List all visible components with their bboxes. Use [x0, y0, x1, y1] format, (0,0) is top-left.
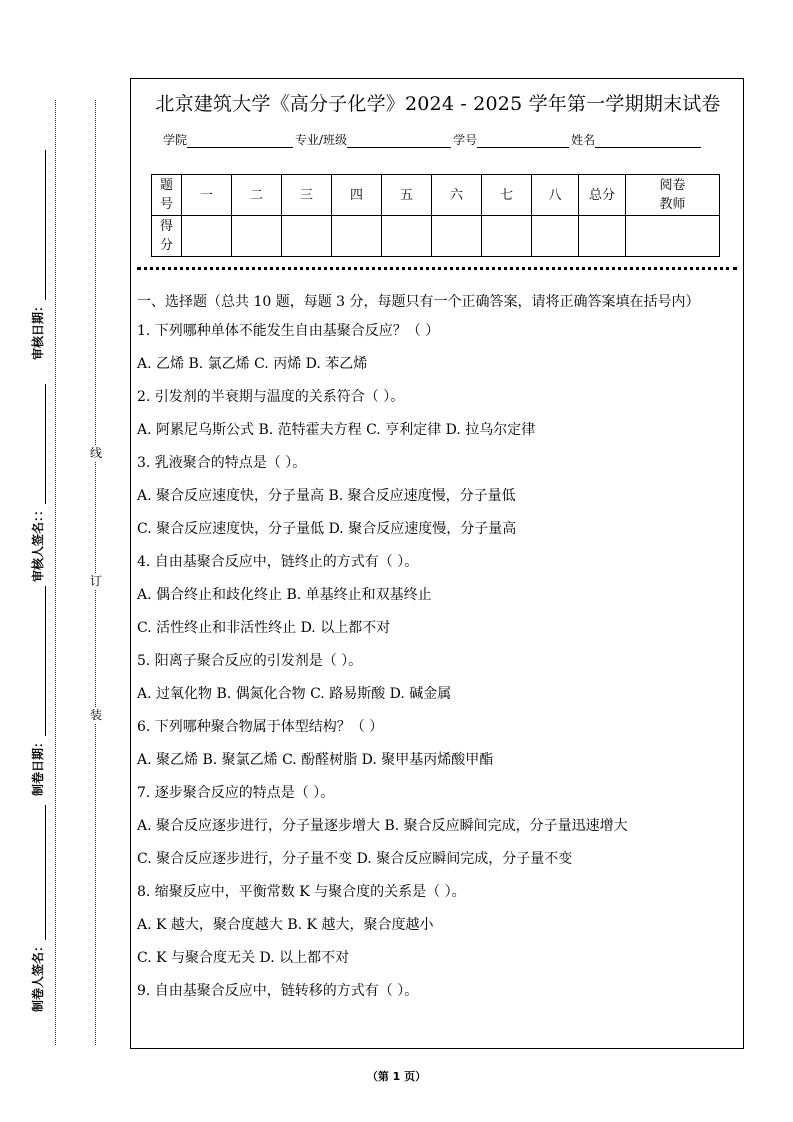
question-line: 1. 下列哪种单体不能发生自由基聚合反应？（ ）	[137, 323, 440, 339]
score-cell[interactable]	[482, 216, 532, 257]
col-header-grader: 阅卷教师	[626, 175, 720, 216]
question-line: A. 聚合反应逐步进行，分子量逐步增大 B. 聚合反应瞬间完成，分子量迅速增大	[137, 818, 628, 834]
exam-frame	[130, 78, 744, 1049]
question-line: C. 聚合反应逐步进行，分子量不变 D. 聚合反应瞬间完成，分子量不变	[137, 851, 573, 867]
reviewer-date-label: 审核日期：	[31, 299, 45, 360]
student-id-label: 学号	[453, 133, 478, 147]
question-line: 2. 引发剂的半衰期与温度的关系符合（ ）。	[137, 389, 405, 405]
grader-cell[interactable]	[626, 216, 720, 257]
score-cell[interactable]	[382, 216, 432, 257]
question-line: A. 偶合终止和歧化终止 B. 单基终止和双基终止	[137, 587, 432, 603]
col-header: 二	[232, 175, 282, 216]
col-header: 七	[482, 175, 532, 216]
row-label-score: 得分	[152, 216, 182, 257]
col-header: 五	[382, 175, 432, 216]
name-field[interactable]	[595, 135, 701, 148]
question-line: A. 聚合反应速度快，分子量高 B. 聚合反应速度慢，分子量低	[137, 488, 516, 504]
col-header: 六	[432, 175, 482, 216]
section-header: 一、选择题（总共 10 题，每题 3 分，每题只有一个正确答案，请将正确答案填在括号内）	[137, 294, 700, 310]
author-signature-label: 制卷人签名：	[31, 939, 45, 1012]
question-line: A. 阿累尼乌斯公式 B. 范特霍夫方程 C. 亨利定律 D. 拉乌尔定律	[137, 422, 536, 438]
score-table	[151, 174, 720, 257]
score-table-score-row	[152, 216, 720, 257]
question-line: 4. 自由基聚合反应中，链终止的方式有（ ）。	[137, 554, 419, 570]
question-line: 8. 缩聚反应中，平衡常数 K 与聚合度的关系是（ ）。	[137, 884, 466, 900]
major-class-label: 专业/班级	[295, 133, 348, 147]
question-line: 6. 下列哪种聚合物属于体型结构？（ ）	[137, 719, 384, 735]
question-line: A. K 越大，聚合度越大 B. K 越大，聚合度越小	[137, 917, 434, 933]
question-line: C. K 与聚合度无关 D. 以上都不对	[137, 950, 350, 966]
bind-char: 装	[86, 707, 106, 723]
question-line: C. 活性终止和非活性终止 D. 以上都不对	[137, 620, 391, 636]
score-cell[interactable]	[432, 216, 482, 257]
question-line: C. 聚合反应速度快，分子量低 D. 聚合反应速度慢，分子量高	[137, 521, 517, 537]
student-id-field[interactable]	[477, 135, 569, 148]
question-line: 7. 逐步聚合反应的特点是（ ）。	[137, 785, 335, 801]
score-cell[interactable]	[532, 216, 579, 257]
cut-line-left	[55, 100, 56, 1045]
question-line: A. 过氧化物 B. 偶氮化合物 C. 路易斯酸 D. 碱金属	[137, 686, 452, 702]
dotted-separator	[137, 267, 737, 270]
score-cell[interactable]	[332, 216, 382, 257]
college-label: 学院	[163, 133, 188, 147]
question-line: A. 乙烯 B. 氯乙烯 C. 丙烯 D. 苯乙烯	[137, 356, 368, 372]
question-line: 9. 自由基聚合反应中，链转移的方式有（ ）。	[137, 983, 419, 999]
line-char: 线	[86, 445, 106, 461]
question-line: 5. 阳离子聚合反应的引发剂是（ ）。	[137, 653, 363, 669]
college-field[interactable]	[187, 135, 293, 148]
row-label-question-no: 题号	[152, 175, 182, 216]
col-header-total: 总分	[579, 175, 626, 216]
reviewer-date-field[interactable]	[30, 140, 46, 360]
reviewer-signature-field[interactable]	[30, 362, 46, 582]
col-header: 一	[182, 175, 232, 216]
author-date-field[interactable]	[30, 576, 46, 796]
student-info-row	[163, 131, 703, 148]
score-cell[interactable]	[282, 216, 332, 257]
questions-section	[137, 291, 739, 1015]
author-date-label: 制卷日期：	[31, 735, 45, 796]
author-signature-field[interactable]	[30, 792, 46, 1012]
question-line: 3. 乳液聚合的特点是（ ）。	[137, 455, 307, 471]
name-label: 姓名	[571, 133, 596, 147]
question-lines	[137, 322, 739, 1015]
col-header: 八	[532, 175, 579, 216]
exam-title: 北京建筑大学《高分子化学》2024 - 2025 学年第一学期期末试卷	[155, 93, 721, 115]
score-cell[interactable]	[232, 216, 282, 257]
major-class-field[interactable]	[347, 135, 451, 148]
question-line: A. 聚乙烯 B. 聚氯乙烯 C. 酚醛树脂 D. 聚甲基丙烯酸甲酯	[137, 752, 494, 768]
page-number: （第 1 页）	[366, 1070, 427, 1083]
reviewer-signature-label: 审核人签名：：	[31, 503, 45, 582]
col-header: 三	[282, 175, 332, 216]
score-cell[interactable]	[182, 216, 232, 257]
score-cell-total[interactable]	[579, 216, 626, 257]
score-table-header-row	[152, 175, 720, 216]
staple-char: 订	[86, 573, 106, 589]
col-header: 四	[332, 175, 382, 216]
